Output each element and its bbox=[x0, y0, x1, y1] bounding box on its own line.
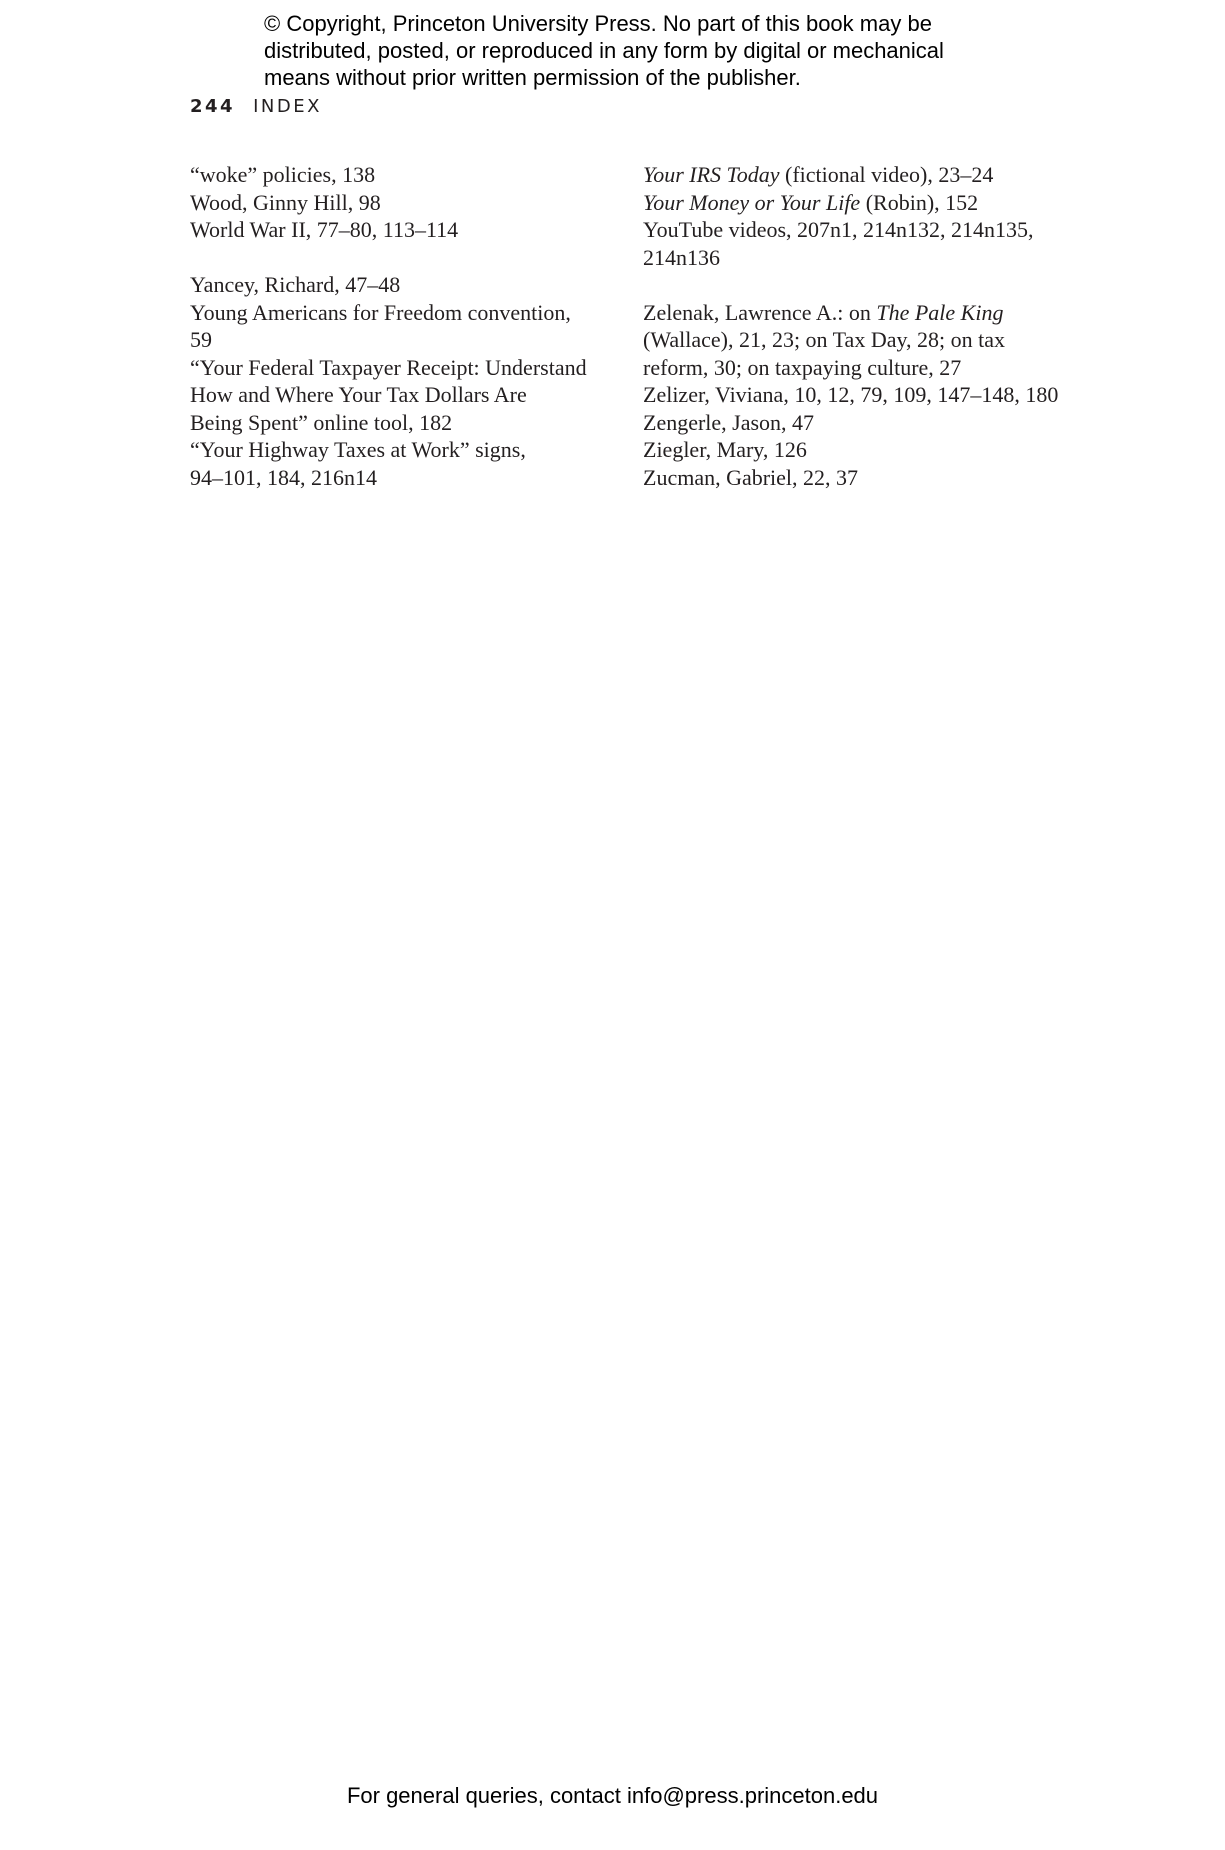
index-entry: Zelizer, Viviana, 10, 12, 79, 109, 147–148, 180 bbox=[643, 382, 1059, 407]
copyright-line: © Copyright, Princeton University Press. No part of this book may be bbox=[264, 11, 932, 36]
index-entry: World War II, 77–80, 113–114 bbox=[190, 217, 459, 242]
page-number: 244 bbox=[190, 96, 236, 117]
work-title: The Pale King bbox=[876, 299, 1004, 325]
index-entry: Zucman, Gabriel, 22, 37 bbox=[643, 464, 859, 490]
work-title: Your IRS Today bbox=[643, 162, 780, 187]
index-entry: Your IRS Today (fictional video), 23–24 bbox=[643, 162, 994, 187]
copyright-line: means without prior written permission of the publisher. bbox=[264, 65, 801, 90]
footer-contact: For general queries, contact info@press.princeton.edu bbox=[346, 1783, 879, 1808]
running-head bbox=[190, 96, 322, 117]
index-entry: Ziegler, Mary, 126 bbox=[643, 437, 807, 462]
index-entry: “woke” policies, 138 bbox=[190, 162, 376, 187]
work-title: Your Money or Your Life bbox=[643, 189, 861, 215]
copyright-notice bbox=[264, 10, 984, 91]
index-entry: Zelenak, Lawrence A.: on The Pale King (Wallace), 21, 23; on Tax Day, 28; on tax reform, 30; on taxpaying culture, 27 bbox=[643, 299, 1006, 380]
index-column-right bbox=[643, 161, 1073, 491]
index-entry: Young Americans for Freedom convention, 59 bbox=[190, 299, 571, 352]
index-entry: “Your Highway Taxes at Work” signs, 94–101, 184, 216n14 bbox=[190, 437, 526, 490]
index-entry: Zengerle, Jason, 47 bbox=[643, 409, 815, 435]
index-entry: Yancey, Richard, 47–48 bbox=[190, 272, 401, 297]
letter-group-gap bbox=[190, 244, 610, 272]
index-entry: Wood, Ginny Hill, 98 bbox=[190, 189, 381, 215]
letter-group-gap bbox=[643, 271, 1073, 299]
section-title: INDEX bbox=[253, 96, 322, 117]
copyright-line: distributed, posted, or reproduced in any form by digital or mechanical bbox=[264, 38, 944, 63]
index-column-left bbox=[190, 161, 610, 491]
index-entry: “Your Federal Taxpayer Receipt: Understand How and Where Your Tax Dollars Are Being Spent” online tool, 182 bbox=[190, 354, 587, 435]
index-entry: Your Money or Your Life (Robin), 152 bbox=[643, 189, 979, 215]
index-entry: YouTube videos, 207n1, 214n132, 214n135, 214n136 bbox=[643, 217, 1034, 270]
